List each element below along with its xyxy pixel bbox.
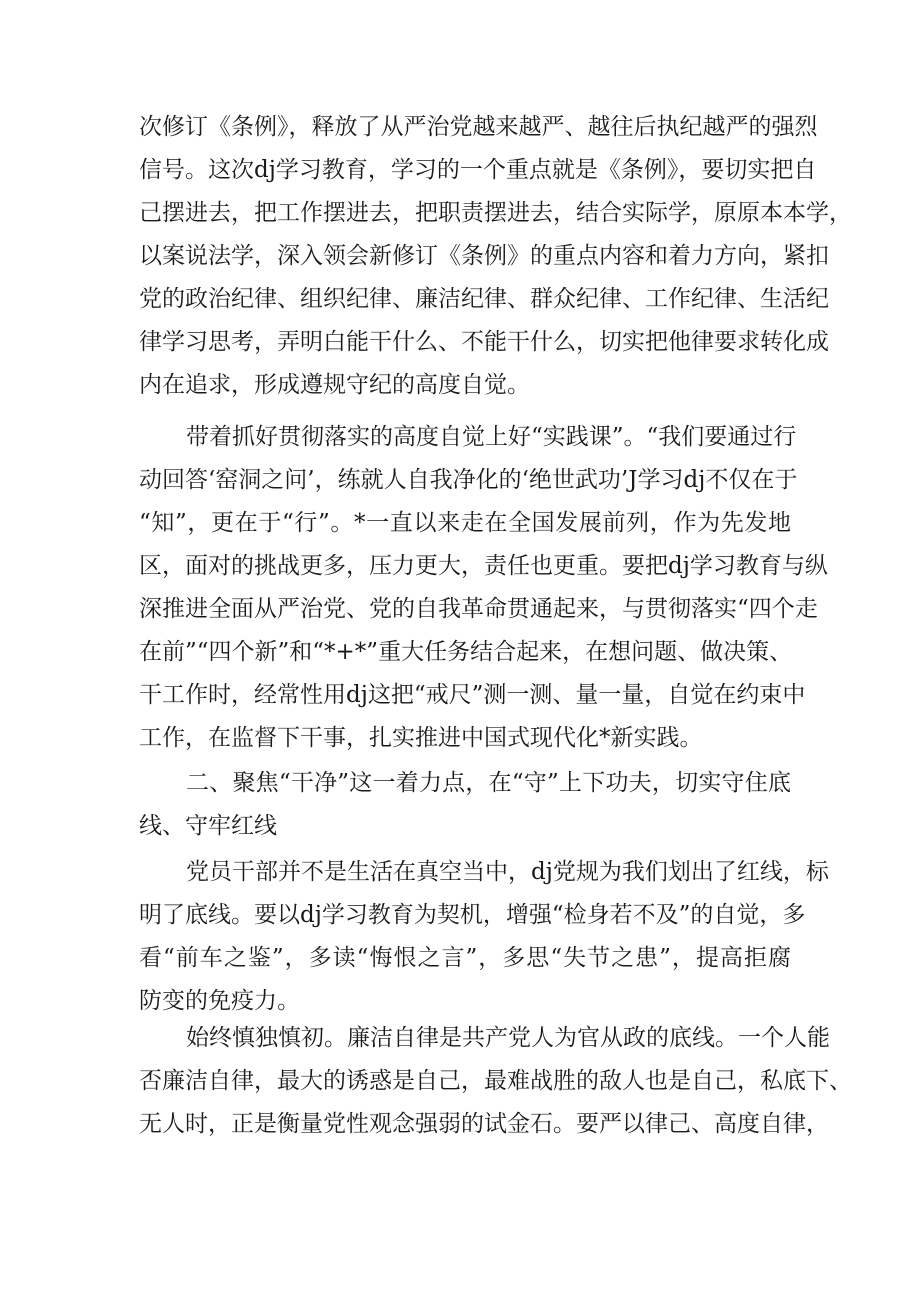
text-line: 次修订《条例》，释放了从严治党越来越严、越往后执纪越严的强烈 bbox=[139, 114, 818, 140]
text-line: 明了底线。要以dj学习教育为契机，增强“检身若不及”的自觉，多 bbox=[139, 902, 806, 928]
paragraph-start-line: 始终慎独慎初。廉洁自律是共产党人为官从政的底线。一个人能 bbox=[186, 1025, 830, 1051]
text-line: 看“前车之鉴”，多读“悔恨之言”，多思“失节之患”，提高拒腐 bbox=[139, 945, 791, 971]
section-heading-line: 二、聚焦“干净”这一着力点，在“守”上下功夫，切实守住底 bbox=[186, 770, 791, 796]
text-line: 信号。这次dj学习教育，学习的一个重点就是《条例》，要切实把自 bbox=[139, 157, 817, 183]
text-line: 动回答‘窑洞之问’，练就人自我净化的‘绝世武功’J学习dj不仅在于 bbox=[139, 467, 798, 493]
text-line: 工作，在监督下干事，扎实推进中国式现代化*新实践。 bbox=[139, 725, 703, 751]
text-line: 律学习思考，弄明白能干什么、不能干什么，切实把他律要求转化成 bbox=[139, 329, 829, 355]
text-line: 干工作时，经常性用dj这把“戒尺”测一测、量一量，自觉在约束中 bbox=[139, 682, 806, 708]
paragraph-start-line: 党员干部并不是生活在真空当中，dj党规为我们划出了红线，标 bbox=[186, 859, 829, 885]
text-line: “知”，更在于“行”。*一直以来走在全国发展前列，作为先发地 bbox=[139, 510, 791, 536]
paragraph-start-line: 带着抓好贯彻落实的高度自觉上好“实践课”。“我们要通过行 bbox=[186, 424, 797, 450]
text-line: 在前”“四个新”和“*+*”重大任务结合起来，在想问题、做决策、 bbox=[139, 639, 793, 665]
section-heading-line: 线、守牢红线 bbox=[139, 813, 277, 839]
text-line: 无人时，正是衡量党性观念强弱的试金石。要严以律己、高度自律， bbox=[139, 1111, 829, 1137]
text-line: 己摆进去，把工作摆进去，把职责摆进去，结合实际学，原原本本学， bbox=[139, 200, 852, 226]
text-line: 深推进全面从严治党、党的自我革命贯通起来，与贯彻落实“四个走 bbox=[139, 596, 818, 622]
text-line: 以案说法学，深入领会新修订《条例》的重点内容和着力方向，紧扣 bbox=[139, 243, 829, 269]
text-line: 否廉洁自律，最大的诱惑是自己，最难战胜的敌人也是自己，私底下、 bbox=[139, 1068, 852, 1094]
text-line: 党的政治纪律、组织纪律、廉洁纪律、群众纪律、工作纪律、生活纪 bbox=[139, 286, 829, 312]
text-line: 区，面对的挑战更多，压力更大，责任也更重。要把dj学习教育与纵 bbox=[139, 553, 828, 579]
text-line: 防变的免疫力。 bbox=[139, 988, 300, 1014]
text-line: 内在追求，形成遵规守纪的高度自觉。 bbox=[139, 372, 530, 398]
